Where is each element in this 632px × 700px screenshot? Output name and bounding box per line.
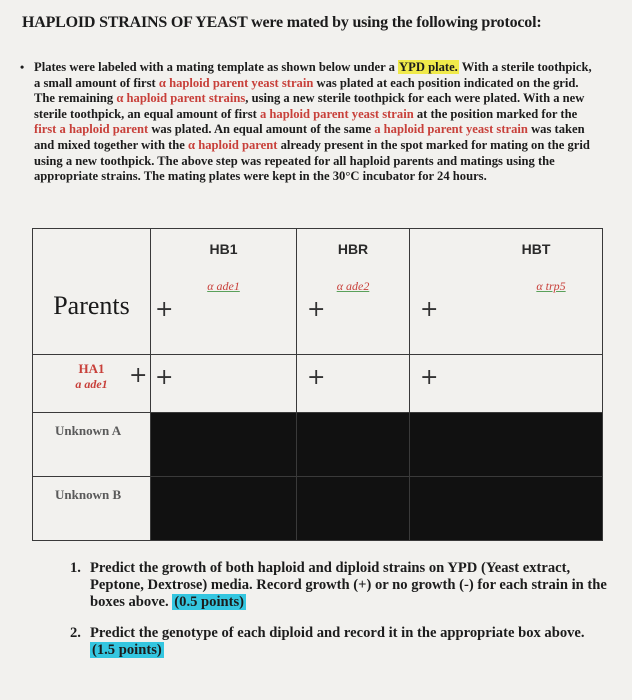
- parents-label: Parents: [53, 291, 130, 320]
- mating-grid: [32, 228, 603, 541]
- column-name: HBR: [337, 241, 369, 257]
- row-label: Unknown B: [55, 487, 122, 502]
- protocol-segment: was plated at each position indicated on the grid. The remaining: [34, 75, 579, 106]
- protocol-segment: was taken and mixed together with the: [34, 122, 585, 152]
- page-title: HAPLOID STRAINS OF YEAST were mated by using the following protocol:: [22, 14, 542, 31]
- growth-mark: +: [155, 365, 174, 390]
- grid-cell[interactable]: [297, 355, 410, 413]
- grid-cell[interactable]: [151, 355, 297, 413]
- row-header-unknown-a: [33, 413, 151, 477]
- protocol-segment: Plates were labeled with a mating template as shown below under a: [34, 60, 399, 74]
- question-2: [70, 625, 610, 659]
- question-list: [70, 560, 610, 673]
- blocked-cell: [410, 413, 603, 477]
- column-name: HBT: [521, 241, 551, 257]
- column-header-hb1: [151, 229, 297, 355]
- row-label: HA1: [78, 361, 105, 376]
- strain-term: a haploid parent yeast strain: [259, 106, 414, 121]
- table-row-unknown-b: [33, 477, 603, 541]
- points-badge: (0.5 points): [174, 594, 245, 610]
- question-1: [70, 560, 610, 611]
- protocol-segment: , using a new sterile toothpick for each were plated. With a new sterile toothpick, an equal amount of first: [34, 91, 585, 121]
- column-header-hbr: [297, 229, 410, 355]
- row-header-unknown-b: [33, 477, 151, 541]
- protocol-paragraph: [20, 60, 594, 185]
- question-number: 1.: [70, 560, 81, 576]
- question-text: Predict the genotype of each diploid and record it in the appropriate box above.: [90, 625, 585, 641]
- protocol-segment: was plated. An equal amount of the same: [148, 122, 375, 137]
- blocked-cell: [297, 477, 410, 541]
- growth-mark: +: [307, 297, 326, 322]
- table-row-unknown-a: [33, 413, 603, 477]
- column-genotype: α trp5: [536, 279, 566, 293]
- row-header-ha1: [33, 355, 151, 413]
- strain-term: α haploid parent yeast strain: [158, 75, 314, 90]
- growth-mark: +: [129, 363, 148, 388]
- growth-mark: +: [420, 365, 439, 390]
- strain-term: first a haploid parent: [34, 122, 149, 137]
- question-number: 2.: [70, 625, 81, 641]
- column-name: HB1: [209, 241, 238, 257]
- column-genotype: α ade1: [207, 279, 240, 293]
- row-label: Unknown A: [55, 423, 122, 438]
- blocked-cell: [151, 477, 297, 541]
- protocol-segment: already present in the spot marked for mating on the grid using a new toothpick. The above step was repeated for all haploid parents and matings using the appropriate strains. The mating plates were kept in the 30°C incubator for 24 hours.: [34, 137, 590, 184]
- growth-mark: +: [155, 297, 174, 322]
- column-genotype: α ade2: [336, 279, 370, 293]
- protocol-segment: With a sterile toothpick, a small amount of first: [34, 60, 592, 90]
- bullet-icon: •: [20, 60, 25, 74]
- strain-term: a haploid parent yeast strain: [374, 122, 528, 137]
- question-text: Predict the growth of both haploid and diploid strains on YPD (Yeast extract, Peptone, Dextrose) media. Record growth (+) or no growth (-) for each strain in the boxes above.: [90, 560, 607, 610]
- growth-mark: +: [420, 297, 439, 322]
- protocol-text: [34, 60, 592, 183]
- row-genotype: a ade1: [75, 377, 108, 391]
- column-header-hbt: [410, 229, 603, 355]
- protocol-segment: at the position marked for the: [413, 106, 578, 121]
- table-row-ha1: [33, 355, 603, 413]
- blocked-cell: [151, 413, 297, 477]
- parents-row: [33, 229, 603, 355]
- parents-cell: [33, 229, 151, 355]
- blocked-cell: [410, 477, 603, 541]
- strain-term: α haploid parent strains: [116, 91, 246, 106]
- blocked-cell: [297, 413, 410, 477]
- highlighted-term: YPD plate.: [399, 60, 458, 74]
- growth-mark: +: [307, 365, 326, 390]
- strain-term: α haploid parent: [188, 137, 278, 152]
- points-badge: (1.5 points): [92, 642, 162, 658]
- grid-cell[interactable]: [410, 355, 603, 413]
